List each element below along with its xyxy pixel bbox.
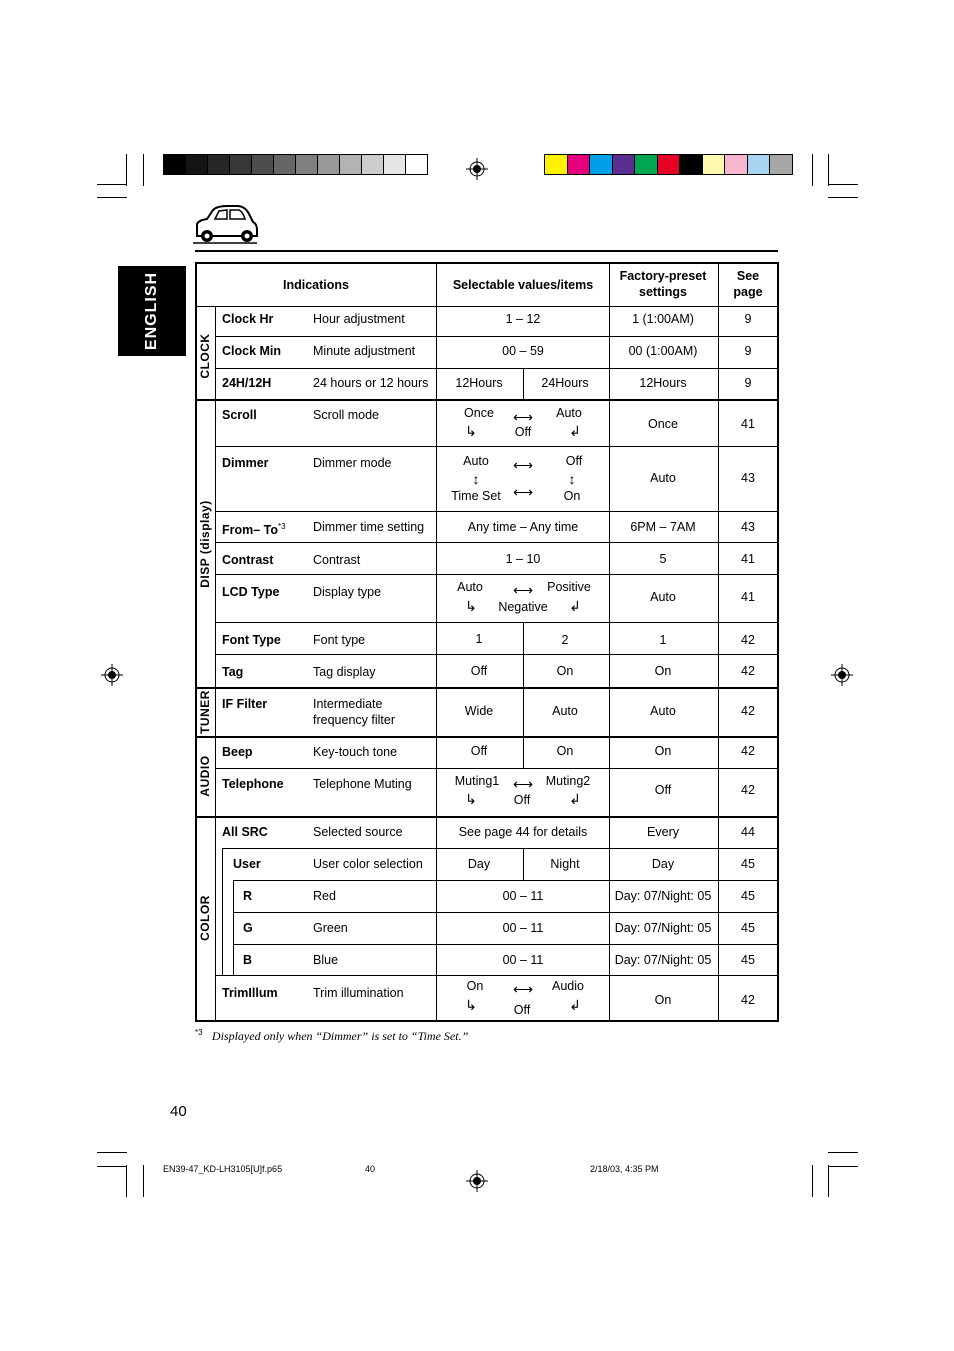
row-line xyxy=(215,542,779,543)
group-line xyxy=(195,687,779,689)
row-line xyxy=(233,944,779,945)
column-line xyxy=(523,368,524,399)
language-tab xyxy=(118,266,186,356)
column-line xyxy=(215,306,216,1022)
crop-mark xyxy=(143,1165,144,1197)
row-page: 43 xyxy=(741,520,755,534)
footnote xyxy=(195,1028,468,1044)
registration-mark-icon xyxy=(831,664,853,686)
value-option: Once xyxy=(464,406,494,420)
row-factory: 1 xyxy=(659,633,667,647)
crop-mark xyxy=(828,1165,829,1197)
row-values: 00 – 11 xyxy=(502,953,544,967)
return-arrow-icon: ↲ xyxy=(569,598,581,614)
table-border xyxy=(195,1020,779,1022)
row-page: 42 xyxy=(741,783,755,797)
color-swatch xyxy=(185,154,208,175)
row-line xyxy=(215,975,779,976)
value-option: Negative xyxy=(498,600,548,614)
color-swatch xyxy=(567,154,591,175)
row-line xyxy=(222,848,779,849)
row-name: Beep xyxy=(222,745,253,759)
color-swatch xyxy=(361,154,384,175)
row-value-1: Wide xyxy=(464,704,494,718)
row-name: Dimmer xyxy=(222,456,269,470)
row-factory: On xyxy=(654,744,672,758)
row-value-1: Day xyxy=(467,857,491,871)
row-value-1: 12Hours xyxy=(455,376,503,390)
row-name: Contrast xyxy=(222,553,274,567)
row-factory: 12Hours xyxy=(639,376,687,390)
footnote-text: Displayed only when “Dimmer” is set to “Time Set.” xyxy=(211,1029,469,1043)
row-line xyxy=(233,912,779,913)
color-swatch xyxy=(405,154,428,175)
group-line xyxy=(195,399,779,401)
row-page: 45 xyxy=(741,921,755,935)
color-swatch xyxy=(273,154,296,175)
color-swatch xyxy=(589,154,613,175)
group-line xyxy=(195,736,779,738)
row-factory: Day: 07/Night: 05 xyxy=(614,889,712,903)
row-name: Clock Hr xyxy=(222,312,274,326)
row-desc: Minute adjustment xyxy=(313,344,416,358)
column-line xyxy=(523,687,524,768)
row-name: Font Type xyxy=(222,633,281,647)
row-desc: Red xyxy=(313,889,336,903)
row-desc: Key-touch tone xyxy=(313,745,398,759)
row-values: 1 – 12 xyxy=(505,312,541,326)
value-option: Time Set xyxy=(451,489,501,503)
row-factory: 00 (1:00AM) xyxy=(628,344,698,358)
row-desc: Display type xyxy=(313,585,382,599)
row-desc: Selected source xyxy=(313,825,403,839)
value-option: Audio xyxy=(552,979,584,993)
double-arrow-icon: ⟷ xyxy=(512,981,534,997)
row-value-2: On xyxy=(556,744,574,758)
row-factory: Auto xyxy=(650,590,676,604)
row-factory: 5 xyxy=(659,552,667,566)
row-page: 41 xyxy=(741,590,755,604)
column-line xyxy=(233,880,234,975)
row-desc: Tag display xyxy=(313,665,376,679)
row-value-2: 2 xyxy=(561,633,569,647)
row-name: Tag xyxy=(222,665,244,679)
row-values: See page 44 for details xyxy=(458,825,588,839)
vertical-arrow-icon: ↕ xyxy=(472,471,480,487)
return-arrow-icon: ↳ xyxy=(465,791,477,807)
crop-mark xyxy=(812,1165,813,1197)
color-swatch xyxy=(702,154,726,175)
row-value-2: Auto xyxy=(552,704,578,718)
row-name: All SRC xyxy=(222,825,268,839)
header-rule xyxy=(195,250,778,252)
return-arrow-icon: ↳ xyxy=(465,997,477,1013)
column-line xyxy=(609,262,610,1022)
column-line xyxy=(523,622,524,688)
color-swatch xyxy=(679,154,703,175)
row-value-1: 1 xyxy=(475,632,483,646)
row-desc: Trim illumination xyxy=(313,986,404,1000)
color-swatch xyxy=(657,154,681,175)
table-border xyxy=(195,262,197,1022)
row-values: 00 – 11 xyxy=(502,921,544,935)
group-tuner: TUNER xyxy=(198,690,212,734)
group-audio: AUDIO xyxy=(198,755,212,797)
row-desc: Contrast xyxy=(313,553,361,567)
row-name: From– To$^{*3}$ xyxy=(222,522,286,538)
row-value-2: Night xyxy=(550,857,580,871)
row-desc: Scroll mode xyxy=(313,408,379,422)
slug-date: 2/18/03, 4:35 PM xyxy=(590,1164,659,1174)
return-arrow-icon: ↳ xyxy=(465,423,477,439)
row-page: 42 xyxy=(741,664,755,678)
column-line xyxy=(436,262,437,1022)
group-clock: CLOCK xyxy=(198,333,212,379)
crop-mark xyxy=(143,154,144,186)
header-factory: Factory-preset settings xyxy=(619,269,707,299)
row-factory: Off xyxy=(654,783,672,797)
row-line xyxy=(215,511,779,512)
column-line xyxy=(523,848,524,880)
double-arrow-icon: ⟷ xyxy=(512,484,534,500)
row-desc: 24 hours or 12 hours xyxy=(313,376,429,390)
row-name: Clock Min xyxy=(222,344,282,358)
value-option: Muting2 xyxy=(545,774,591,788)
color-swatch xyxy=(544,154,568,175)
row-line xyxy=(233,880,779,881)
row-name: B xyxy=(243,953,253,967)
group-disp: DISP (display) xyxy=(198,500,212,588)
row-page: 42 xyxy=(741,704,755,718)
value-option: Auto xyxy=(463,454,489,468)
row-factory: On xyxy=(654,993,672,1007)
value-option: Off xyxy=(513,793,531,807)
row-factory: Auto xyxy=(650,704,676,718)
return-arrow-icon: ↲ xyxy=(569,423,581,439)
row-value-1: Off xyxy=(470,744,488,758)
double-arrow-icon: ⟷ xyxy=(512,776,534,792)
value-option: Off xyxy=(565,454,583,468)
row-page: 41 xyxy=(741,417,755,431)
row-desc: Green xyxy=(313,921,348,935)
row-factory: 1 (1:00AM) xyxy=(632,312,694,326)
page-number: 40 xyxy=(170,1103,187,1120)
row-page: 9 xyxy=(744,344,752,358)
row-desc: Dimmer mode xyxy=(313,456,392,470)
color-swatch xyxy=(339,154,362,175)
slug-file: EN39-47_KD-LH3105[U]f.p65 xyxy=(163,1164,283,1174)
row-desc: Font type xyxy=(313,633,366,647)
registration-mark-icon xyxy=(466,1170,488,1192)
double-arrow-icon: ⟷ xyxy=(512,582,534,598)
double-arrow-icon: ⟷ xyxy=(512,457,534,473)
row-desc: frequency filter xyxy=(313,713,395,727)
color-swatch xyxy=(317,154,340,175)
row-page: 45 xyxy=(741,889,755,903)
crop-mark xyxy=(97,197,127,198)
crop-mark xyxy=(97,1152,127,1153)
footnote-mark: *3 xyxy=(195,1028,203,1037)
row-name: Scroll xyxy=(222,408,257,422)
value-option: Auto xyxy=(457,580,483,594)
row-desc: Dimmer time setting xyxy=(313,520,425,534)
crop-mark xyxy=(97,184,127,185)
row-name: 24H/12H xyxy=(222,376,272,390)
column-line xyxy=(222,848,223,975)
row-desc: User color selection xyxy=(313,857,423,871)
row-factory: Once xyxy=(648,417,678,431)
group-color: COLOR xyxy=(198,895,212,941)
row-values: Any time – Any time xyxy=(467,520,579,534)
vertical-arrow-icon: ↕ xyxy=(568,471,576,487)
color-swatch xyxy=(769,154,793,175)
value-option: On xyxy=(466,979,484,993)
row-factory: Day xyxy=(651,857,675,871)
row-name: TrimIllum xyxy=(222,986,278,1000)
row-name: G xyxy=(243,921,253,935)
color-swatch xyxy=(634,154,658,175)
row-name: User xyxy=(233,857,261,871)
row-factory: Day: 07/Night: 05 xyxy=(614,921,712,935)
row-factory: 6PM – 7AM xyxy=(630,520,696,534)
registration-mark-icon xyxy=(101,664,123,686)
table-border xyxy=(195,262,779,264)
row-desc: Hour adjustment xyxy=(313,312,405,326)
row-page: 42 xyxy=(741,744,755,758)
return-arrow-icon: ↳ xyxy=(465,598,477,614)
row-name: Telephone xyxy=(222,777,284,791)
color-swatch xyxy=(229,154,252,175)
language-label: ENGLISH xyxy=(143,271,160,351)
row-values: 00 – 11 xyxy=(502,889,544,903)
crop-mark xyxy=(828,1166,858,1167)
row-value-2: On xyxy=(556,664,574,678)
row-line xyxy=(215,574,779,575)
row-line xyxy=(195,306,779,307)
row-values: 1 – 10 xyxy=(505,552,541,566)
crop-mark xyxy=(828,154,829,186)
row-page: 43 xyxy=(741,471,755,485)
column-line xyxy=(718,262,719,1022)
row-name: IF Filter xyxy=(222,697,268,711)
row-factory: On xyxy=(654,664,672,678)
settings-table xyxy=(195,262,779,1022)
row-page: 9 xyxy=(744,376,752,390)
crop-mark xyxy=(828,184,858,185)
color-swatch xyxy=(295,154,318,175)
header-selectable: Selectable values/items xyxy=(452,278,594,292)
color-swatch xyxy=(163,154,186,175)
row-page: 42 xyxy=(741,633,755,647)
value-option: Off xyxy=(513,1003,531,1017)
value-option: Auto xyxy=(556,406,582,420)
crop-mark xyxy=(97,1166,127,1167)
value-option: Positive xyxy=(547,580,591,594)
row-page: 9 xyxy=(744,312,752,326)
row-line xyxy=(215,768,779,769)
crop-mark xyxy=(126,154,127,186)
slug-page: 40 xyxy=(365,1164,376,1174)
table-border xyxy=(777,262,779,1022)
double-arrow-icon: ⟷ xyxy=(512,409,534,425)
row-page: 42 xyxy=(741,993,755,1007)
color-swatch xyxy=(251,154,274,175)
value-option: On xyxy=(563,489,581,503)
row-desc: Intermediate xyxy=(313,697,383,711)
header-see-page: See page xyxy=(733,269,763,299)
row-line xyxy=(215,622,779,623)
registration-mark-icon xyxy=(466,158,488,180)
row-value-2: 24Hours xyxy=(541,376,589,390)
crop-mark xyxy=(828,1152,858,1153)
crop-mark xyxy=(126,1165,127,1197)
color-swatch xyxy=(724,154,748,175)
row-page: 44 xyxy=(741,825,755,839)
group-line xyxy=(195,816,779,818)
return-arrow-icon: ↲ xyxy=(569,791,581,807)
crop-mark xyxy=(812,154,813,186)
row-name: LCD Type xyxy=(222,585,280,599)
row-page: 41 xyxy=(741,552,755,566)
value-option: Off xyxy=(514,425,532,439)
header-indications: Indications xyxy=(283,278,349,292)
row-line xyxy=(215,446,779,447)
row-factory: Every xyxy=(647,825,679,839)
row-desc: Telephone Muting xyxy=(313,777,412,791)
car-icon xyxy=(193,204,261,246)
row-line xyxy=(215,368,779,369)
color-swatch xyxy=(207,154,230,175)
row-factory: Day: 07/Night: 05 xyxy=(614,953,712,967)
crop-mark xyxy=(828,197,858,198)
row-desc: Blue xyxy=(313,953,339,967)
color-swatch xyxy=(612,154,636,175)
color-swatch xyxy=(383,154,406,175)
value-option: Muting1 xyxy=(454,774,500,788)
color-swatch xyxy=(747,154,771,175)
row-factory: Auto xyxy=(650,471,676,485)
row-line xyxy=(215,654,779,655)
row-name: R xyxy=(243,889,253,903)
row-page: 45 xyxy=(741,953,755,967)
row-page: 45 xyxy=(741,857,755,871)
row-values: 00 – 59 xyxy=(502,344,544,358)
row-line xyxy=(215,336,779,337)
row-value-1: Off xyxy=(470,664,488,678)
return-arrow-icon: ↲ xyxy=(569,997,581,1013)
